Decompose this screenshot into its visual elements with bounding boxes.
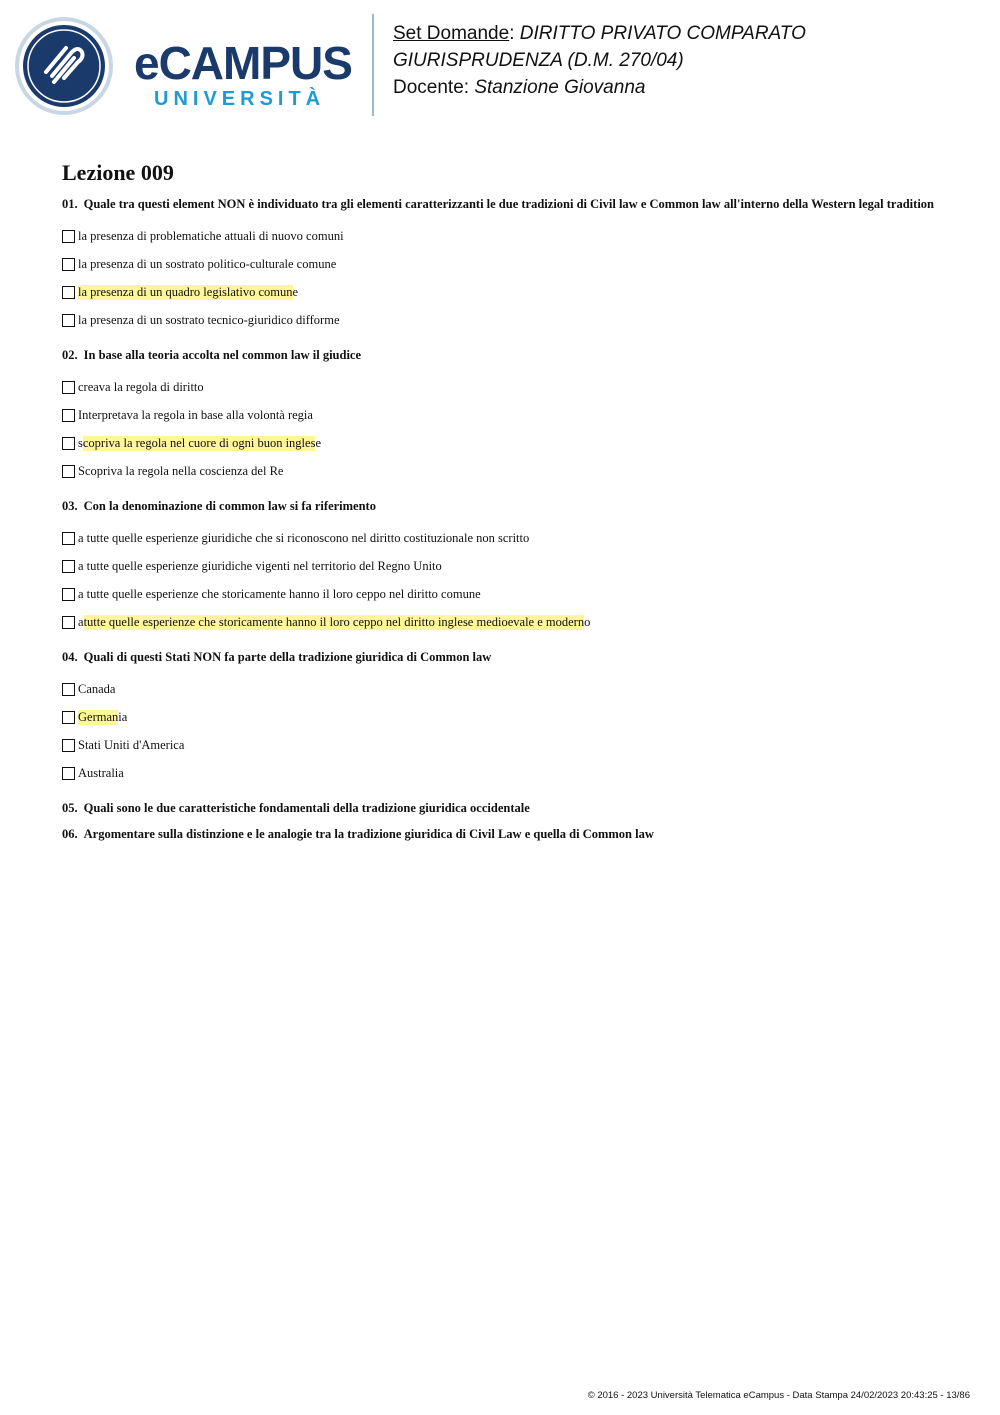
question-block — [62, 197, 942, 334]
answer-option[interactable] — [62, 373, 942, 401]
question-block — [62, 499, 942, 636]
answer-text: a tutte quelle esperienze giuridiche vigenti nel territorio del Regno Unito — [78, 558, 442, 573]
docente-line — [393, 74, 973, 101]
answer-option[interactable] — [62, 759, 942, 787]
course-title: DIRITTO PRIVATO COMPARATO — [519, 23, 806, 44]
course-degree: GIURISPRUDENZA (D.M. 270/04) — [393, 50, 684, 71]
answer-text: Canada — [78, 681, 116, 696]
question-number: 05. — [62, 801, 78, 815]
answer-highlight: tutte quelle esperienze che storicamente hanno il loro ceppo nel diritto inglese medioevale e modern — [83, 614, 585, 629]
question-block — [62, 801, 942, 815]
answer-text: o — [584, 614, 591, 629]
checkbox-icon[interactable] — [62, 381, 75, 394]
answer-text: creava la regola di diritto — [78, 379, 204, 394]
brand-wordmark — [134, 37, 352, 112]
answer-option[interactable] — [62, 429, 942, 457]
answer-text: a tutte quelle esperienze giuridiche che si riconoscono nel diritto costituzionale non scritto — [78, 530, 530, 545]
question-block — [62, 348, 942, 485]
answer-option[interactable] — [62, 457, 942, 485]
question-body: Quali di questi Stati NON fa parte della tradizione giuridica di Common law — [83, 650, 492, 664]
answer-option[interactable] — [62, 278, 942, 306]
answer-option[interactable] — [62, 703, 942, 731]
docente-label: Docente: — [393, 77, 475, 98]
answer-option[interactable] — [62, 608, 942, 636]
answer-option[interactable] — [62, 524, 942, 552]
answer-highlight: German — [78, 709, 119, 724]
checkbox-icon[interactable] — [62, 437, 75, 450]
answer-option[interactable] — [62, 222, 942, 250]
answer-option[interactable] — [62, 675, 942, 703]
university-seal-icon — [14, 16, 114, 116]
brand-subtitle: UNIVERSITÀ — [154, 88, 326, 110]
checkbox-icon[interactable] — [62, 230, 75, 243]
question-number: 01. — [62, 197, 78, 211]
checkbox-icon[interactable] — [62, 588, 75, 601]
question-text — [62, 650, 942, 664]
answer-text: Scopriva la regola nella coscienza del Re — [78, 463, 284, 478]
checkbox-icon[interactable] — [62, 616, 75, 629]
answer-text: ia — [118, 709, 128, 724]
checkbox-icon[interactable] — [62, 465, 75, 478]
answer-text: a — [78, 614, 84, 629]
answer-option[interactable] — [62, 401, 942, 429]
question-list — [62, 197, 942, 853]
checkbox-icon[interactable] — [62, 532, 75, 545]
answer-highlight: la presenza di un quadro legislativo comun — [78, 284, 293, 299]
answer-text: s — [78, 435, 83, 450]
answer-text: la presenza di un sostrato politico-culturale comune — [78, 256, 337, 271]
checkbox-icon[interactable] — [62, 286, 75, 299]
answer-text: Interpretava la regola in base alla volontà regia — [78, 407, 313, 422]
question-text — [62, 197, 942, 211]
checkbox-icon[interactable] — [62, 739, 75, 752]
question-block — [62, 650, 942, 787]
question-block — [62, 827, 942, 841]
answer-option[interactable] — [62, 731, 942, 759]
checkbox-icon[interactable] — [62, 711, 75, 724]
question-body: Quali sono le due caratteristiche fondamentali della tradizione giuridica occidentale — [83, 801, 530, 815]
checkbox-icon[interactable] — [62, 409, 75, 422]
checkbox-icon[interactable] — [62, 683, 75, 696]
question-text — [62, 827, 942, 841]
answer-text: a tutte quelle esperienze che storicamente hanno il loro ceppo nel diritto comune — [78, 586, 481, 601]
answer-text: Australia — [78, 765, 124, 780]
header-divider — [372, 14, 374, 116]
question-number: 04. — [62, 650, 78, 664]
answer-text: Stati Uniti d'America — [78, 737, 185, 752]
checkbox-icon[interactable] — [62, 314, 75, 327]
answer-option[interactable] — [62, 580, 942, 608]
question-body: In base alla teoria accolta nel common law il giudice — [83, 348, 362, 362]
brand-name: eCAMPUS — [134, 37, 352, 89]
answer-highlight: copriva la regola nel cuore di ogni buon ingles — [82, 435, 316, 450]
ecampus-logo — [14, 14, 359, 118]
checkbox-icon[interactable] — [62, 767, 75, 780]
question-text — [62, 499, 942, 513]
set-separator: : — [509, 23, 520, 44]
lesson-title: Lezione 009 — [62, 160, 174, 185]
checkbox-icon[interactable] — [62, 560, 75, 573]
set-label: Set Domande — [393, 23, 510, 44]
question-body: Quale tra questi element NON è individuato tra gli elementi caratterizzanti le due tradizioni di Civil law e Common law all'interno della Western legal tradition — [83, 197, 934, 211]
question-number: 02. — [62, 348, 78, 362]
page-footer: © 2016 - 2023 Università Telematica eCampus - Data Stampa 24/02/2023 20:43:25 - 13/86 — [587, 1390, 970, 1401]
answer-option[interactable] — [62, 306, 942, 334]
course-line-1 — [393, 20, 973, 47]
answer-option[interactable] — [62, 250, 942, 278]
docente-name: Stanzione Giovanna — [474, 77, 646, 98]
answer-text: la presenza di un sostrato tecnico-giuridico difforme — [78, 312, 340, 327]
question-body: Argomentare sulla distinzione e le analogie tra la tradizione giuridica di Civil Law e quella di Common law — [83, 827, 654, 841]
answer-text: la presenza di problematiche attuali di nuovo comuni — [78, 228, 344, 243]
question-number: 03. — [62, 499, 78, 513]
answer-text: e — [315, 435, 322, 450]
question-number: 06. — [62, 827, 78, 841]
question-body: Con la denominazione di common law si fa riferimento — [83, 499, 376, 513]
question-text — [62, 348, 942, 362]
course-header — [393, 20, 973, 101]
answer-option[interactable] — [62, 552, 942, 580]
question-text — [62, 801, 942, 815]
checkbox-icon[interactable] — [62, 258, 75, 271]
answer-text: e — [292, 284, 299, 299]
